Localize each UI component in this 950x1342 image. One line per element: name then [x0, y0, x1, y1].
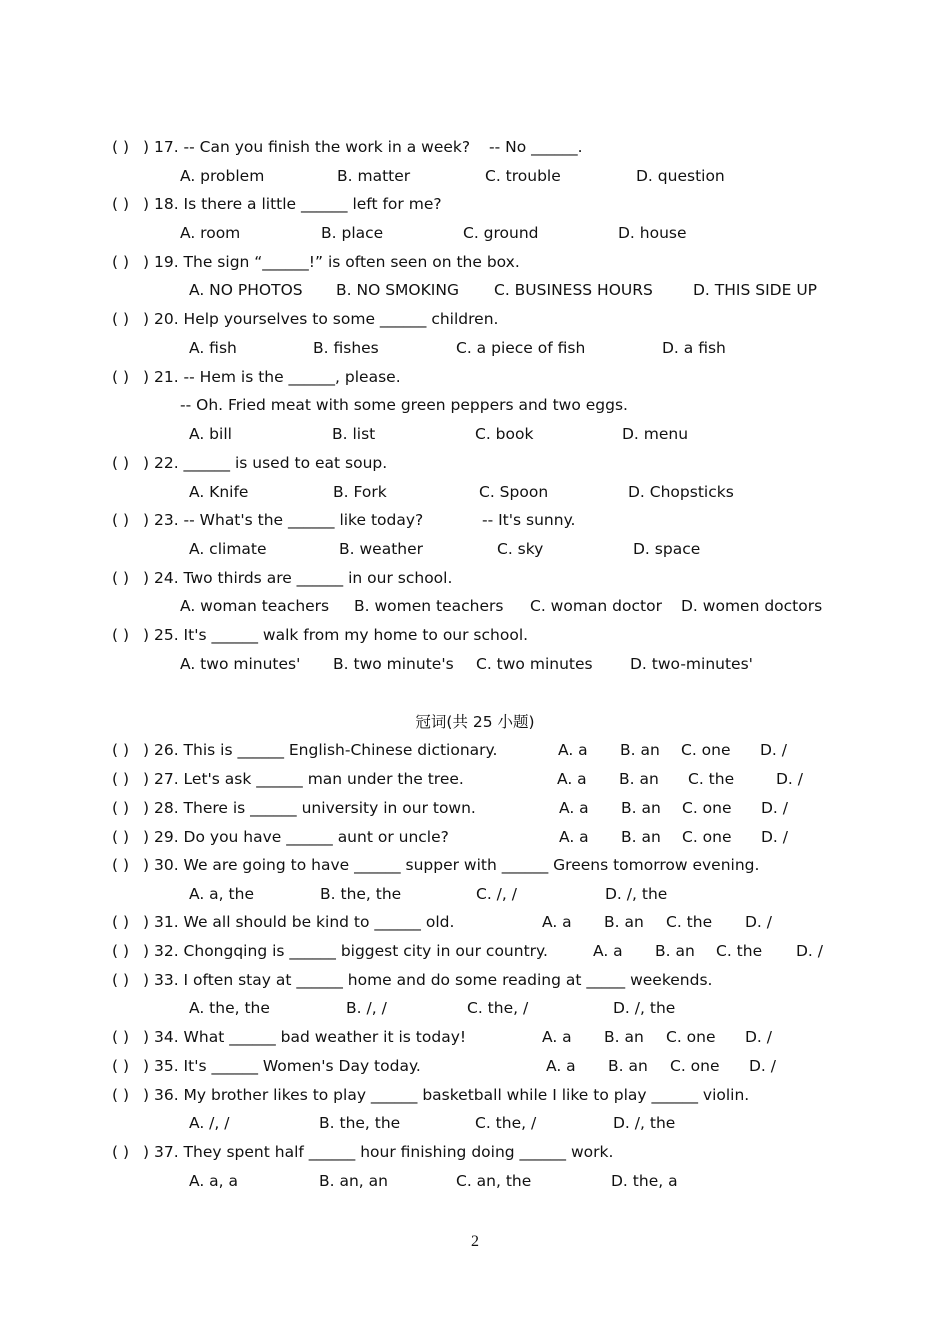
- option-b: B. Fork: [333, 483, 387, 501]
- option-d: D. house: [618, 224, 687, 242]
- answer-bracket[interactable]: ( ): [112, 454, 130, 472]
- option-c: C. book: [475, 425, 534, 443]
- option-a: A. a: [542, 913, 572, 931]
- options-24: [0, 592, 950, 620]
- question-25: [0, 621, 950, 649]
- option-d: D. /: [776, 770, 804, 788]
- option-b: B. matter: [337, 167, 411, 185]
- option-d: D. /, the: [613, 999, 676, 1017]
- option-b: B. /, /: [346, 999, 387, 1017]
- option-a: A. problem: [180, 167, 265, 185]
- question-stem: ) 20. Help yourselves to some ______ children.: [143, 310, 499, 328]
- question-27: [0, 765, 950, 793]
- option-d: D. /: [761, 799, 789, 817]
- option-a: A. woman teachers: [180, 597, 330, 615]
- question-stem: ) 24. Two thirds are ______ in our school.: [143, 569, 453, 587]
- answer-bracket[interactable]: ( ): [112, 1028, 130, 1046]
- option-a: A. Knife: [189, 483, 249, 501]
- options-25: [0, 650, 950, 678]
- options-36: [0, 1109, 950, 1137]
- question-stem: ) 37. They spent half ______ hour finishing doing ______ work.: [143, 1143, 614, 1161]
- page-number: 2: [471, 1233, 479, 1250]
- option-c: C. one: [682, 799, 732, 817]
- option-c: C. woman doctor: [530, 597, 662, 615]
- option-c: C. one: [670, 1057, 720, 1075]
- question-stem: ) 33. I often stay at ______ home and do some reading at _____ weekends.: [143, 971, 713, 989]
- option-c: C. the, /: [467, 999, 529, 1017]
- options-17: [0, 162, 950, 190]
- option-c: C. one: [682, 828, 732, 846]
- option-b: B. an: [604, 1028, 644, 1046]
- question-stem: ) 31. We all should be kind to ______ old.: [143, 913, 455, 931]
- question-30: [0, 851, 950, 879]
- options-22: [0, 478, 950, 506]
- option-a: A. fish: [189, 339, 237, 357]
- option-b: B. two minute's: [333, 655, 454, 673]
- option-a: A. the, the: [189, 999, 270, 1017]
- answer-bracket[interactable]: ( ): [112, 138, 130, 156]
- options-20: [0, 334, 950, 362]
- answer-bracket[interactable]: ( ): [112, 368, 130, 386]
- option-a: A. NO PHOTOS: [189, 281, 303, 299]
- question-17: [0, 133, 950, 161]
- option-a: A. a: [546, 1057, 576, 1075]
- answer-bracket[interactable]: ( ): [112, 511, 130, 529]
- option-d: D. the, a: [611, 1172, 678, 1190]
- question-21: [0, 363, 950, 391]
- option-a: A. bill: [189, 425, 232, 443]
- option-c: C. trouble: [485, 167, 561, 185]
- question-stem: ) 27. Let's ask ______ man under the tree.: [143, 770, 464, 788]
- option-b: B. place: [321, 224, 384, 242]
- answer-bracket[interactable]: ( ): [112, 195, 130, 213]
- question-28: [0, 794, 950, 822]
- answer-bracket[interactable]: ( ): [112, 1057, 130, 1075]
- question-stem: ) 35. It's ______ Women's Day today.: [143, 1057, 421, 1075]
- question-37: [0, 1138, 950, 1166]
- question-18: [0, 190, 950, 218]
- option-a: A. a: [558, 741, 588, 759]
- option-a: A. a: [593, 942, 623, 960]
- answer-bracket[interactable]: ( ): [112, 253, 130, 271]
- question-stem: ) 21. -- Hem is the ______, please.: [143, 368, 401, 386]
- question-32: [0, 937, 950, 965]
- option-c: C. /, /: [476, 885, 517, 903]
- option-a: A. a, the: [189, 885, 254, 903]
- option-c: C. two minutes: [476, 655, 593, 673]
- answer-bracket[interactable]: ( ): [112, 626, 130, 644]
- question-stem: ) 22. ______ is used to eat soup.: [143, 454, 388, 472]
- answer-bracket[interactable]: ( ): [112, 770, 130, 788]
- option-b: B. an: [620, 741, 660, 759]
- section-title: 冠词(共 25 小题): [415, 713, 535, 731]
- option-c: C. a piece of fish: [456, 339, 586, 357]
- option-c: C. the: [688, 770, 735, 788]
- question-stem: ) 23. -- What's the ______ like today?: [143, 511, 424, 529]
- question-34: [0, 1023, 950, 1051]
- question-23: [0, 506, 950, 534]
- option-c: C. the: [666, 913, 713, 931]
- option-b: B. the, the: [319, 1114, 401, 1132]
- question-26: [0, 736, 950, 764]
- answer-bracket[interactable]: ( ): [112, 971, 130, 989]
- option-d: D. a fish: [662, 339, 726, 357]
- option-c: C. BUSINESS HOURS: [494, 281, 653, 299]
- option-a: A. climate: [189, 540, 267, 558]
- answer-bracket[interactable]: ( ): [112, 1086, 130, 1104]
- question-reply: -- Oh. Fried meat with some green peppers and two eggs.: [180, 396, 628, 414]
- option-b: B. an, an: [319, 1172, 388, 1190]
- option-d: D. menu: [622, 425, 689, 443]
- answer-bracket[interactable]: ( ): [112, 828, 130, 846]
- answer-bracket[interactable]: ( ): [112, 741, 130, 759]
- option-b: B. list: [332, 425, 376, 443]
- question-stem: ) 29. Do you have ______ aunt or uncle?: [143, 828, 449, 846]
- option-b: B. the, the: [320, 885, 402, 903]
- option-d: D. /: [760, 741, 788, 759]
- question-stem: ) 28. There is ______ university in our town.: [143, 799, 476, 817]
- question-stem: ) 19. The sign “______!” is often seen on the box.: [143, 253, 520, 271]
- question-stem: ) 36. My brother likes to play ______ basketball while I like to play ______ violin.: [143, 1086, 750, 1104]
- option-b: B. an: [619, 770, 659, 788]
- option-c: C. the: [716, 942, 763, 960]
- option-a: A. a: [559, 828, 589, 846]
- option-d: D. /: [761, 828, 789, 846]
- options-23: [0, 535, 950, 563]
- question-stem: ) 18. Is there a little ______ left for me?: [143, 195, 442, 213]
- answer-bracket[interactable]: ( ): [112, 799, 130, 817]
- option-d: D. two-minutes': [630, 655, 753, 673]
- answer-bracket[interactable]: ( ): [112, 1143, 130, 1161]
- option-c: C. an, the: [456, 1172, 532, 1190]
- question-stem: ) 26. This is ______ English-Chinese dictionary.: [143, 741, 498, 759]
- answer-bracket[interactable]: ( ): [112, 942, 130, 960]
- option-c: C. one: [681, 741, 731, 759]
- option-a: A. two minutes': [180, 655, 301, 673]
- option-d: D. /, the: [605, 885, 668, 903]
- options-19: [0, 276, 950, 304]
- option-b: B. women teachers: [354, 597, 504, 615]
- option-a: A. room: [180, 224, 241, 242]
- question-24: [0, 564, 950, 592]
- option-c: C. Spoon: [479, 483, 549, 501]
- question-20: [0, 305, 950, 333]
- option-b: B. an: [604, 913, 644, 931]
- option-b: B. an: [621, 828, 661, 846]
- option-d: D. /, the: [613, 1114, 676, 1132]
- option-c: C. ground: [463, 224, 539, 242]
- question-36: [0, 1081, 950, 1109]
- options-37: [0, 1167, 950, 1195]
- option-d: D. /: [745, 913, 773, 931]
- option-d: D. /: [745, 1028, 773, 1046]
- option-b: B. fishes: [313, 339, 379, 357]
- question-stem: ) 25. It's ______ walk from my home to our school.: [143, 626, 529, 644]
- options-30: [0, 880, 950, 908]
- question-stem: ) 32. Chongqing is ______ biggest city in our country.: [143, 942, 548, 960]
- option-a: A. a: [542, 1028, 572, 1046]
- option-a: A. a: [557, 770, 587, 788]
- option-d: D. /: [796, 942, 824, 960]
- answer-bracket[interactable]: ( ): [112, 569, 130, 587]
- option-b: B. an: [655, 942, 695, 960]
- options-33: [0, 994, 950, 1022]
- option-b: B. weather: [339, 540, 424, 558]
- option-d: D. /: [749, 1057, 777, 1075]
- option-d: D. women doctors: [681, 597, 823, 615]
- option-c: C. sky: [497, 540, 544, 558]
- answer-bracket[interactable]: ( ): [112, 856, 130, 874]
- option-d: D. space: [633, 540, 701, 558]
- options-21: [0, 420, 950, 448]
- question-stem: ) 30. We are going to have ______ supper with ______ Greens tomorrow evening.: [143, 856, 760, 874]
- question-stem: ) 17. -- Can you finish the work in a week?: [143, 138, 471, 156]
- question-reply: -- It's sunny.: [482, 511, 576, 529]
- question-22: [0, 449, 950, 477]
- answer-bracket[interactable]: ( ): [112, 913, 130, 931]
- option-d: D. Chopsticks: [628, 483, 734, 501]
- option-c: C. one: [666, 1028, 716, 1046]
- option-c: C. the, /: [475, 1114, 537, 1132]
- option-b: B. an: [608, 1057, 648, 1075]
- option-a: A. a, a: [189, 1172, 239, 1190]
- question-stem: ) 34. What ______ bad weather it is today!: [143, 1028, 467, 1046]
- question-33: [0, 966, 950, 994]
- options-18: [0, 219, 950, 247]
- option-b: B. an: [621, 799, 661, 817]
- option-a: A. a: [559, 799, 589, 817]
- question-19: [0, 248, 950, 276]
- question-reply: -- No ______.: [489, 138, 583, 156]
- question-35: [0, 1052, 950, 1080]
- question-21-reply: [0, 391, 950, 419]
- option-d: D. THIS SIDE UP: [693, 281, 818, 299]
- question-29: [0, 823, 950, 851]
- option-d: D. question: [636, 167, 725, 185]
- answer-bracket[interactable]: ( ): [112, 310, 130, 328]
- option-a: A. /, /: [189, 1114, 230, 1132]
- option-b: B. NO SMOKING: [336, 281, 459, 299]
- question-31: [0, 908, 950, 936]
